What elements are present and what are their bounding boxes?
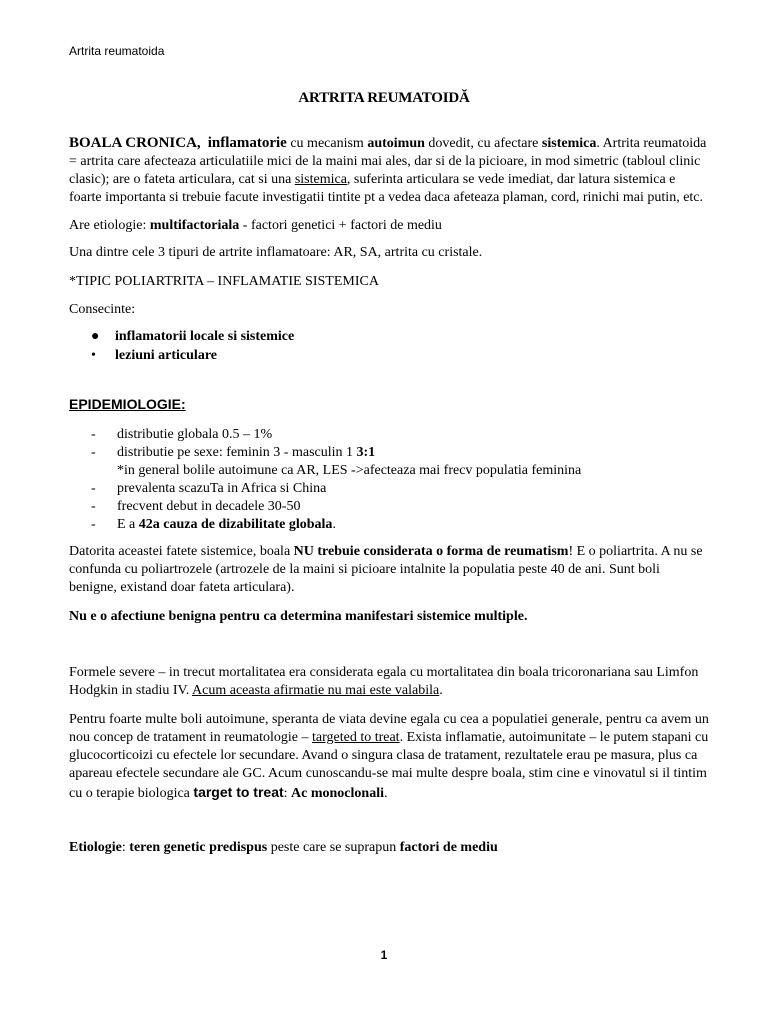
intro-lead: BOALA CRONICA, [69,135,201,151]
document-body [69,134,709,857]
paragraph-text: peste care se suprapun [267,840,400,855]
intro-systemic-underlined: sistemica [294,172,347,187]
consequences-label: Consecinte: [69,302,136,317]
intro-text: . Artrita reumatoida = artrita care afecteaza articulatiile mici de la maini mai ales, dar si de la picioare, in mod simetric (tabloul clinic clasic); are o fateta articulara, cat si una [69,136,707,187]
list-item-text: E a [117,517,139,532]
list-item [69,444,709,480]
intro-systemic: sistemica [541,136,597,151]
not-benign-paragraph: Nu e o afectiune benigna pentru ca determina manifestari sistemice multiple. [69,609,528,624]
etiology-line-text: - factori genetici + factori de mediu [239,218,442,233]
list-item [69,498,709,516]
list-item-text: . [332,517,336,532]
targeted-to-treat-underlined: targeted to treat [311,730,400,745]
epidemiology-heading [69,395,709,415]
environmental-factors: factori de mediu [399,840,498,855]
dash-marker: - [91,445,96,460]
dash-marker: - [91,517,96,532]
paragraph-text: . Exista inflamatie, autoimunitate – le putem stapani cu glucocorticoizi cu efectele lor secundare. Avand o singura clasa de tratament, rezultatele erau pe masura, plus ca apareau efectele secundare ale GC. Acum cunoscandu-se mai multe despre boala, stim cine e vinovatul si il tintim cu o terapie biologica [69,730,709,801]
intro-inflammatory: inflamatorie [207,135,287,151]
etiology-line [69,217,709,235]
etiology-multifactorial: multifactoriala [149,218,240,233]
intro-text: dovedit, cu afectare [424,136,542,151]
document-title: ARTRITA REUMATOIDĂ [298,90,470,106]
treatment-paragraph [69,711,709,803]
not-rheumatism-emphasis: NU trebuie considerata o forma de reumatism [293,544,569,559]
severe-forms-paragraph [69,664,709,700]
epidemiology-title-suffix: : [181,396,186,412]
etiology-label: Etiologie [69,840,122,855]
paragraph-text: Datorita aceastei fatete sistemice, boala [69,544,294,559]
list-item-text: inflamatorii locale si sistemice [115,329,295,344]
list-item-text: frecvent debut in decadele 30-50 [117,499,301,514]
etiology-paragraph [69,839,709,857]
consequences-list [69,328,709,365]
statement-no-longer-valid: Acum aceasta afirmatie nu mai este valabila [192,683,440,698]
epidemiology-list [69,426,709,534]
sex-ratio: 3:1 [356,445,376,460]
typical-line: *TIPIC POLIARTRITA – INFLAMATIE SISTEMICA [69,274,379,289]
list-item-text: distributie globala 0.5 – 1% [117,427,273,442]
paragraph-text: Formele severe – in trecut mortalitatea era considerata egala cu mortalitatea din boala tricoronariana sau Limfon Hodgkin in stadiu IV. [69,665,699,698]
intro-text: cu mecanism [286,136,368,151]
paragraph-text: : [283,786,292,801]
list-item [69,480,709,498]
genetic-terrain: teren genetic predispus [129,840,268,855]
epidemiology-title: EPIDEMIOLOGIE [69,396,182,412]
bullet-icon: • [91,348,96,363]
intro-autoimmune: autoimun [367,136,425,151]
list-item [69,426,709,444]
page-number: 1 [380,948,388,962]
list-item [69,328,709,346]
dash-marker: - [91,427,96,442]
intro-paragraph [69,134,709,207]
list-item [69,347,709,365]
paragraph-text: . [439,683,443,698]
list-item-text: distributie pe sexe: feminin 3 - masculin 1 [117,445,357,460]
list-item-text: prevalenta scazuTa in Africa si China [117,481,327,496]
types-line: Una dintre cele 3 tipuri de artrite inflamatoare: AR, SA, artrita cu cristale. [69,245,483,260]
list-item-note: *in general bolile autoimune ca AR, LES ->afecteaza mai frecv populatia feminina [117,463,582,478]
intro-text: , suferinta articulara se vede imediat, dar latura sistemica e foarte importanta si trebuie facute investigatii tintite pt a vedea daca afeteaza plaman, cord, rinichi mai putin, etc. [69,172,704,205]
dash-marker: - [91,499,96,514]
list-item [69,516,709,534]
etiology-line-text: Are etiologie: [69,218,150,233]
dash-marker: - [91,481,96,496]
target-to-treat-bold: target to treat [193,784,284,800]
paragraph-text: . [383,786,388,801]
list-item-text: leziuni articulare [115,348,217,363]
bullet-icon: ● [91,329,100,344]
systemic-paragraph [69,543,709,597]
paragraph-text: Pentru foarte multe boli autoimune, speranta de viata devine egala cu cea a populatiei generale, pentru ca avem un nou concep de tratament in reumatologie – [69,712,709,745]
paragraph-text: : [121,840,130,855]
paragraph-text: ! E o poliartrita. A nu se confunda cu poliartrozele (artrozele de la maini si picioare intalnite la populatia peste 40 de ani. Sunt boli benigne, existand doar fateta articulara). [69,544,703,595]
page-header: Artrita reumatoida [69,44,165,58]
disability-rank: 42a cauza de dizabilitate globala [138,517,333,532]
monoclonal-antibodies: Ac monoclonali [291,786,384,801]
